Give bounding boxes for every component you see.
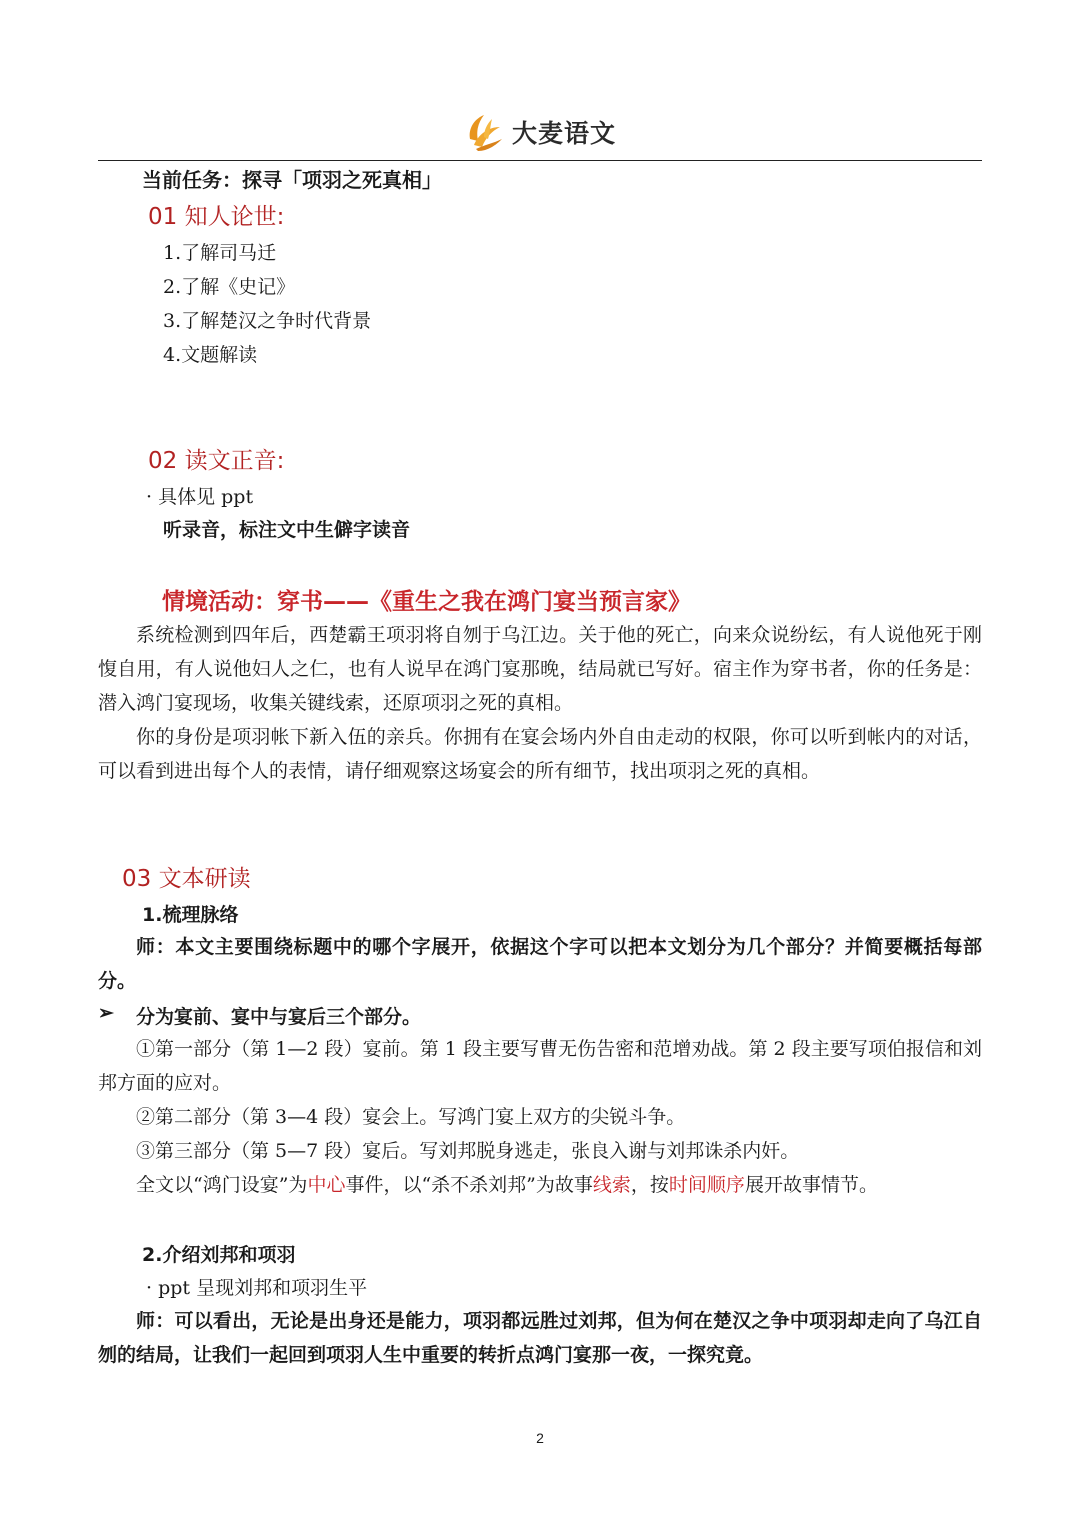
- part-1: ①第一部分（第 1—2 段）宴前。第 1 段主要写曹无伤告密和范增劝战。第 2 段主要写项伯报信和刘邦方面的应对。: [98, 1038, 982, 1094]
- section2-bullet: · 具体见 ppt: [146, 486, 254, 508]
- arrow-bullet-icon: ➢: [98, 1002, 114, 1024]
- header-rule: [98, 160, 982, 161]
- summary-a: 全文以“鸿门设宴”为: [136, 1174, 308, 1196]
- task-title: 当前任务：探寻「项羽之死真相」: [142, 168, 442, 192]
- summary-paragraph: [98, 1168, 982, 1202]
- section3-sub1: 1.梳理脉络: [142, 904, 239, 926]
- section1-item-4: 4.文题解读: [163, 344, 258, 366]
- activity-paragraph-1: 系统检测到四年后，西楚霸王项羽将自刎于乌江边。关于他的死亡，向来众说纷纭，有人说他死于刚愎自用，有人说他妇人之仁，也有人说早在鸿门宴那晚，结局就已写好。宿主作为穿书者，你的任务是：潜入鸿门宴现场，收集关键线索，还原项羽之死的真相。: [98, 624, 982, 714]
- section1-item-3: 3.了解楚汉之争时代背景: [163, 310, 372, 332]
- section2-note: 听录音，标注文中生僻字读音: [163, 519, 411, 541]
- logo-text: 大麦语文: [512, 119, 617, 148]
- activity-title: 情境活动：穿书——《重生之我在鸿门宴当预言家》: [162, 589, 691, 615]
- section3-sub2: 2.介绍刘邦和项羽: [142, 1244, 296, 1266]
- question-1: 师：本文主要围绕标题中的哪个字展开，依据这个字可以把本文划分为几个部分？并简要概括每部分。: [98, 936, 982, 992]
- part-3: ③第三部分（第 5—7 段）宴后。写刘邦脱身逃走，张良入谢与刘邦诛杀内奸。: [136, 1140, 800, 1162]
- section1-item-1: 1.了解司马迁: [163, 242, 277, 264]
- summary-c: 事件，以“杀不杀刘邦”为故事: [345, 1174, 593, 1196]
- wheat-logo-icon: [462, 109, 508, 155]
- activity-paragraph-2: 你的身份是项羽帐下新入伍的亲兵。你拥有在宴会场内外自由走动的权限，你可以听到帐内的对话，可以看到进出每个人的表情，请仔细观察这场宴会的所有细节，找出项羽之死的真相。: [98, 726, 982, 782]
- section3-title: 03 文本研读: [122, 866, 251, 892]
- answer-1: 分为宴前、宴中与宴后三个部分。: [136, 1006, 422, 1028]
- page-number: 2: [536, 1430, 544, 1446]
- section1-title: 01 知人论世:: [148, 204, 285, 230]
- section3-bullet2: · ppt 呈现刘邦和项羽生平: [146, 1277, 368, 1299]
- part-2: ②第二部分（第 3—4 段）宴会上。写鸿门宴上双方的尖锐斗争。: [136, 1106, 686, 1128]
- section2-title: 02 读文正音:: [148, 448, 285, 474]
- summary-center: 中心: [307, 1174, 346, 1196]
- summary-clue: 线索: [592, 1174, 631, 1196]
- summary-g: 展开故事情节。: [744, 1174, 878, 1196]
- summary-time-order: 时间顺序: [668, 1174, 745, 1196]
- header-logo: [462, 106, 616, 158]
- section1-item-2: 2.了解《史记》: [163, 276, 296, 298]
- question-2: 师：可以看出，无论是出身还是能力，项羽都远胜过刘邦，但为何在楚汉之争中项羽却走向了乌江自刎的结局，让我们一起回到项羽人生中重要的转折点鸿门宴那一夜，一探究竟。: [98, 1310, 982, 1366]
- summary-e: ，按: [630, 1174, 669, 1196]
